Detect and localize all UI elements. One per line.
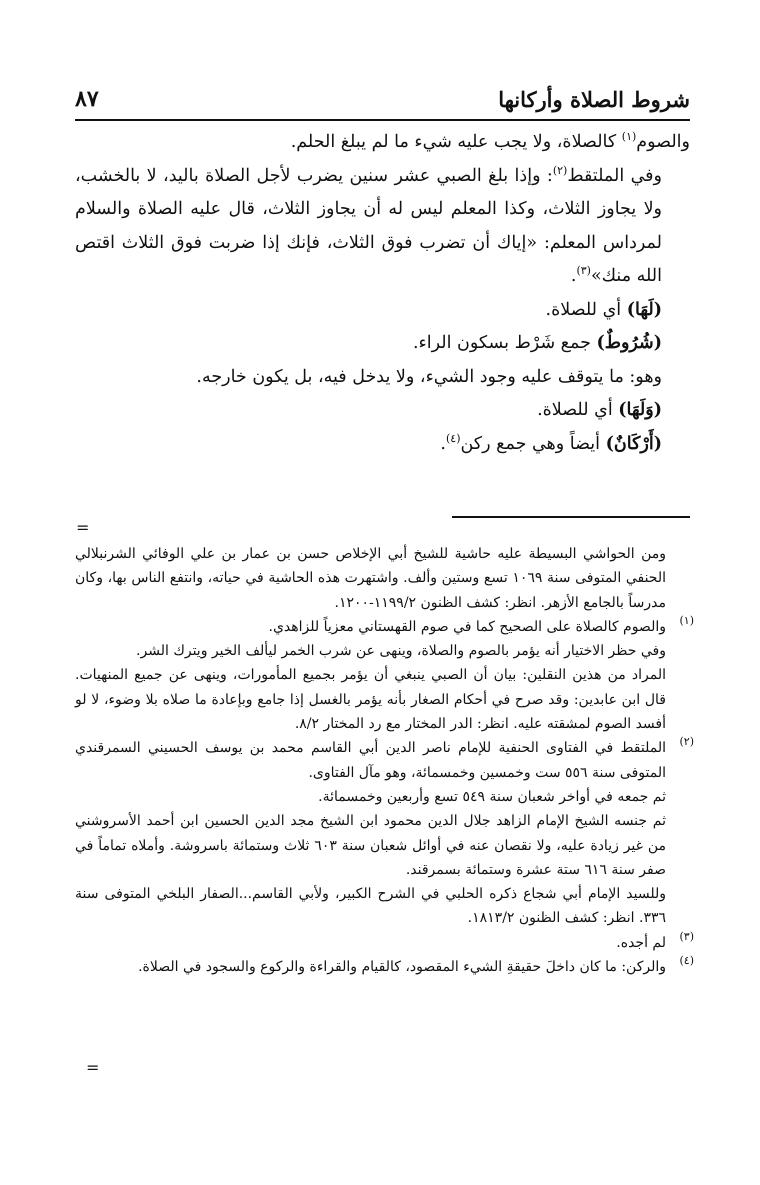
footnote-2: (٢) الملتقط في الفتاوى الحنفية للإمام ناصر الدين أبي القاسم محمد بن يوسف الحسيني السمرقندي المتوفى سنة ٥٥٦ ست وخمسين وخمسمائة، وهو مآل الفتاوى. ثم جمعه في أواخر شعبان سنة ٥٤٩ تسع وأربعين وخمسمائة. ثم جنسه الشيخ الإمام الزاهد جلال الدين محمود ابن الشيخ مجد الدين الحسين ابن أحمد الأسروشني من غير زيادة عليه، ولا نقصان عنه في أوائل شعبان سنة ٦٠٣ ثلاث وستمائة باسروشة. وأملاه تماماً في صفر سنة ٦١٦ ستة عشرة وستمائة بسمرقند. وللسيد الإمام أبي شجاع ذكره الحلبي في الشرح الكبير، ولأبي القاسم...الصفار البلخي المتوفى سنة ٣٣٦. انظر: كشف الظنون ١٨١٣/٢.: [75, 736, 690, 930]
footnote-number: (٣): [679, 929, 694, 943]
footnotes: [75, 542, 694, 979]
footnote-number: (٤): [679, 954, 694, 968]
list-item: (لَهَا) أي للصلاة.: [545, 299, 662, 320]
footnote-separator: [452, 516, 690, 518]
page-header: [75, 72, 690, 112]
running-title: شروط الصلاة وأركانها: [498, 87, 690, 112]
header-rule: [75, 119, 690, 121]
footnote-ref-2[interactable]: (٢): [552, 163, 568, 177]
paragraph-2: وفي الملتقط$^{(٢)}$: وإذا بلغ الصبي عشر سنين يضرب لأجل الصلاة باليد، لا بالخشب، ولا يجاوز الثلاث، وكذا المعلم ليس له أن يجاوز الثلاث، قال عليه الصلاة والسلام لمرداس المعلم: «إياك أن تضرب فوق الثلاث، فإنك إذا ضربت فوق الثلاث اقتص الله منك»$^{(٣)}$.: [75, 163, 662, 286]
footnote-3: (٣) لم أجده.: [75, 931, 690, 955]
footnote-1: (١) والصوم كالصلاة على الصحيح كما في صوم القهستاني معزياً للزاهدي. وفي حظر الاختيار أنه يؤمر بالصوم والصلاة، وينهى عن شرب الخمر ليألف الخير ويترك الشر. المراد من هذين النقلين: بيان أن الصبي ينبغي أن يؤمر بجميع المأمورات، وينهى عن جميع المنهيات. قال ابن عابدين: وقد صرح في أحكام الصغار بأنه يؤمر بالغسل إذا جامع وبإعادة ما صلاه بلا وضوء، لا لو أفسد الصوم لمشقته عليه. انظر: الدر المختار مع رد المختار ٨/٢.: [75, 615, 690, 736]
main-text: [75, 126, 690, 461]
list-item: وهو: ما يتوقف عليه وجود الشيء، ولا يدخل فيه، بل يكون خارجه.: [196, 366, 662, 387]
footnote-ref-1[interactable]: (١): [621, 130, 637, 144]
footnote-number: (٢): [679, 735, 694, 749]
list-item: (أَرْكَانٌ) أيضاً وهي جمع ركن$^{(٤)}$.: [440, 431, 662, 454]
footnote-number: (١): [679, 613, 694, 627]
list-item: (وَلَهَا) أي للصلاة.: [537, 400, 662, 420]
footnote-ref-3[interactable]: (٣): [576, 264, 591, 278]
continuation-mark-top: =: [76, 518, 90, 537]
continuation-mark-bottom: =: [86, 1058, 100, 1077]
footnote-4: (٤) والركن: ما كان داخلَ حقيقةِ الشيء المقصود، كالقيام والقراءة والركوع والسجود في الصلاة.: [75, 955, 690, 979]
paragraph-1: والصوم$^{(١)}$ كالصلاة، ولا يجب عليه شيء ما لم يبلغ الحلم.: [290, 130, 690, 152]
list-item: (شُرُوطٌ) جمع شَرْط بسكون الراء.: [412, 333, 662, 353]
page-number: ٨٧: [75, 86, 99, 112]
footnote-continuation: ومن الحواشي البسيطة عليه حاشية للشيخ أبي الإخلاص حسن بن عمار بن علي الوفائي الشرنبلالي الحنفي المتوفى سنة ١٠٦٩ تسع وستين وألف. واشتهرت هذه الحاشية في حياته، وانتفع الناس بها، وكان مدرساً بالجامع الأزهر. انظر: كشف الظنون ١١٩٩/٢-١٢٠٠.: [75, 546, 666, 611]
footnote-ref-4[interactable]: (٤): [445, 431, 461, 445]
